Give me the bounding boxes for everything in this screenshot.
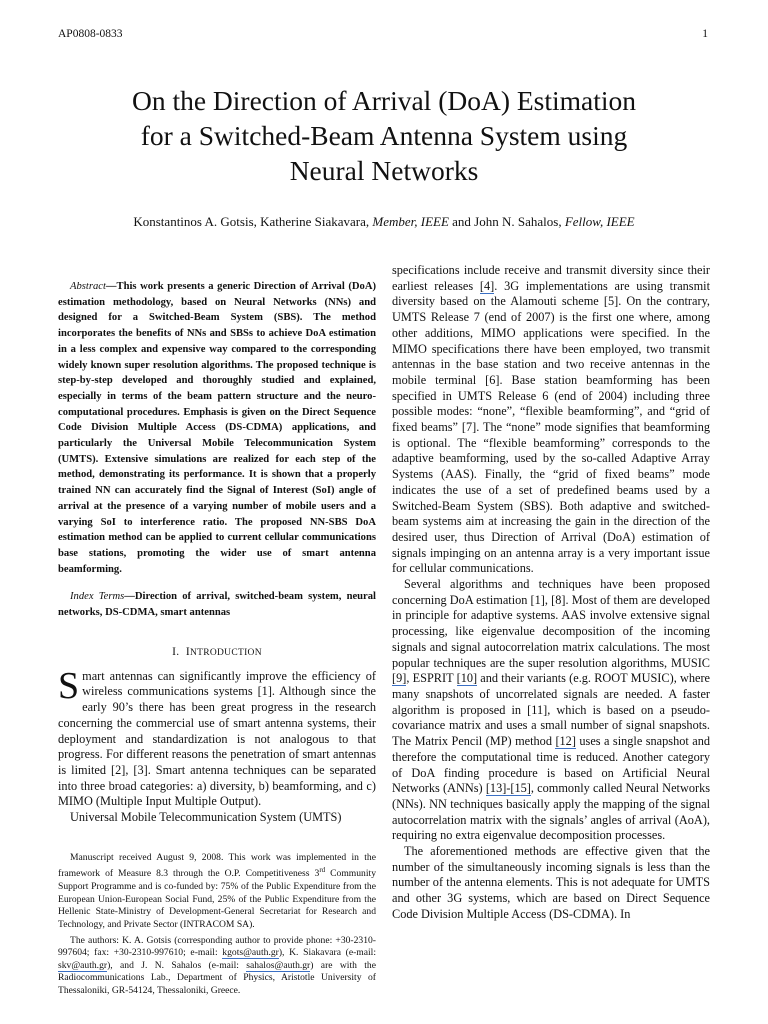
body-text: uses a single snapshot and therefore the computational time is reduced. Another category of DoA finding procedure is based on Artificial Neural Networks (ANNs) xyxy=(392,734,710,796)
authors-text: and John N. Sahalos, xyxy=(448,214,565,229)
footnote-text: ) are with the Radiocommunications Lab., Department of Physics, Aristotle University of Thessaloniki, GR-54124, Thessaloniki, Greece. xyxy=(58,959,376,996)
drop-cap: S xyxy=(58,664,80,707)
index-terms xyxy=(58,589,376,620)
abstract-text: —This work presents a generic Direction of Arrival (DoA) estimation methodology, based on Neural Networks (NNs) and designed for a Switched-Beam System (SBS). The method incorporates the benefits of NNs and SBSs to achieve DoA estimation in a less complex and expensive way compared to the corresponding widely known super resolution algorithms. The proposed technique is step-by-step developed and thoroughly studied and explained, especially in terms of the beam pattern structure and the neuro-computational procedures. Emphasis is given on the Direct Sequence Code Division Multiple Access (DS-CDMA) applications, and particularly the Universal Mobile Telecommunication System (UMTS). Extensive simulations are realized for each step of the method, demonstrating its performance. It is shown that a properly trained NN can accurately find the Signal of Interest (SoI) angle of arrival at the presence of a varying number of mobile users and a varying SoI to interference ratio. The proposed NN-SBS DoA estimation method can be applied to current cellular communications base stations, promoting the wider use of smart antenna beamforming. xyxy=(58,281,376,575)
abstract xyxy=(58,263,376,577)
footnote-text: ), K. Siakavara (e-mail: xyxy=(278,947,376,959)
body-text: specifications include receive and transmit diversity since their earliest releases xyxy=(392,263,710,293)
body-text: , commonly called Neural Networks (NNs). NN techniques basically apply the mapping of the signal autocorrelation matrix with the signals’ angles of arrival (AoA), requiring no extra eigenvalue decomposition processes. xyxy=(392,781,710,843)
citation-link[interactable]: [9] xyxy=(392,671,407,686)
footnote-text: ), and J. N. Sahalos (e-mail: xyxy=(107,959,247,971)
paper-id: AP0808-0833 xyxy=(58,28,123,40)
footnote-text: The authors: K. A. Gotsis (corresponding author to provide phone: +30-2310-997604; fax: +30-2310-997610; e-mail: xyxy=(58,934,376,959)
citation-link[interactable]: [10] xyxy=(456,671,478,686)
title-line: On the Direction of Arrival (DoA) Estimation xyxy=(131,85,637,116)
body-paragraph: The aforementioned methods are effective given that the number of the simultaneously incoming signals is less than the number of the antenna elements. This is not adequate for UMTS and other 3G systems, which are based on Direct Sequence Code Division Multiple Access (DS-CDMA). In xyxy=(392,844,710,921)
abstract-label: Abstract xyxy=(70,281,106,292)
footnote-text: Manuscript received August 9, 2008. This work was implemented in the framework of Measure 8.3 through the O.P. Competitiveness 3 xyxy=(58,851,376,880)
body-text: . 3G implementations are using transmit diversity based on the Alamouti scheme [5]. On the contrary, UMTS Release 7 (end of 2007) is the first one where, among other additions, MIMO applications were specified. In the MIMO specifications there have been employed, two transmit antennas in the base station and two receive antennas in the mobile terminal [6]. Base station beamforming has been specified in UMTS Release 6 (end of 2004) including three possible modes: “none”, “flexible beamforming”, and “grid of fixed beams” [7]. The “none” mode signifies that beamforming is optional. The “flexible beamforming” corresponds to the adaptive beamforming, used by the so-called Adaptive Array Systems (AAS). Finally, the “grid of fixed beams” mode indicates the use of a set of predefined beams used by a Switched-Beam System (SBS). Both adaptive and switched-beam systems aim at increasing the gain in the direction of the desired user, thus Direction of Arrival (DoA) estimation of signals impinging on an antenna array is a very important issue for cellular communications. xyxy=(392,278,710,576)
section-heading xyxy=(58,646,376,658)
body-paragraph xyxy=(392,263,710,577)
right-column xyxy=(392,263,710,923)
footnote-manuscript xyxy=(58,852,376,932)
paper-title xyxy=(60,83,708,188)
email-link[interactable]: kgots@auth.gr xyxy=(222,947,279,959)
intro-paragraph: Universal Mobile Telecommunication System (UMTS) xyxy=(70,810,342,825)
body-text: and their variants (e.g. ROOT MUSIC), where many snapshots of uncorrelated signals are needed. A faster algorithm is proposed in [11], which is based on a pseudo-covariance matrix and uses a small number of signal snapshots. The Matrix Pencil (MP) method xyxy=(392,671,711,749)
footnote-text: Community Support Programme and is co-funded by: 75% of the Public Expenditure from the European Union-European Social Fund, 25% of the Public Expenditure from the Hellenic State-Ministry of Development-General Secretariat for Research and Technology, and Private Sector (INTRACOM SA). xyxy=(58,868,376,930)
footnote-sup: rd xyxy=(319,866,326,875)
section-title-rest: NTRODUCTION xyxy=(189,647,262,658)
intro-paragraph xyxy=(58,664,376,810)
email-link[interactable]: skv@auth.gr xyxy=(58,959,108,971)
title-line: for a Switched-Beam Antenna System using xyxy=(140,120,628,151)
authors xyxy=(60,214,708,230)
index-terms-text: —Direction of arrival, switched-beam system, neural networks, DS-CDMA, smart antennas xyxy=(58,591,376,619)
authors-affiliation: Fellow, IEEE xyxy=(564,214,635,229)
body-paragraph xyxy=(392,577,710,844)
authors-affiliation: Member, IEEE xyxy=(372,214,449,229)
footnote-authors xyxy=(58,935,376,998)
section-title-cap: I xyxy=(185,645,190,658)
footnote xyxy=(58,852,376,998)
page-number: 1 xyxy=(702,28,708,40)
email-link[interactable]: sahalos@auth.gr xyxy=(246,959,311,971)
citation-link[interactable]: [12] xyxy=(555,734,576,749)
body-text: Several algorithms and techniques have been proposed concerning DoA estimation [1], [8]. Most of them are developed in principle for adaptive systems. AAS involve extensive signal processing, like eigenvalue decomposition of the incoming signals and signal autocorrelation matrix calculations. The most popular techniques are the super resolution algorithms, MUSIC xyxy=(392,577,710,670)
title-line: Neural Networks xyxy=(289,155,479,186)
left-column xyxy=(58,263,376,998)
section-number: I. xyxy=(172,645,180,658)
citation-link[interactable]: [4] xyxy=(479,278,495,293)
intro-text: mart antennas can significantly improve the efficiency of wireless communications systems [1]. Although since the early 90’s there has been great progress in the research concerning the commercial use of smart antenna systems, their deployment and standardization is not analogous to that progress. For different reasons the penetration of smart antennas is limited [2], [3]. Smart antenna techniques can be separated into three broad categories: a) diversity, b) beamforming, and c) MIMO (Multiple Input Multiple Output). xyxy=(58,668,376,809)
authors-text: Konstantinos A. Gotsis, Katherine Siakavara, xyxy=(133,214,373,229)
body-text: , ESPRIT xyxy=(406,671,457,686)
index-terms-label: Index Terms xyxy=(70,591,125,603)
citation-link[interactable]: [13]-[15] xyxy=(485,781,531,796)
